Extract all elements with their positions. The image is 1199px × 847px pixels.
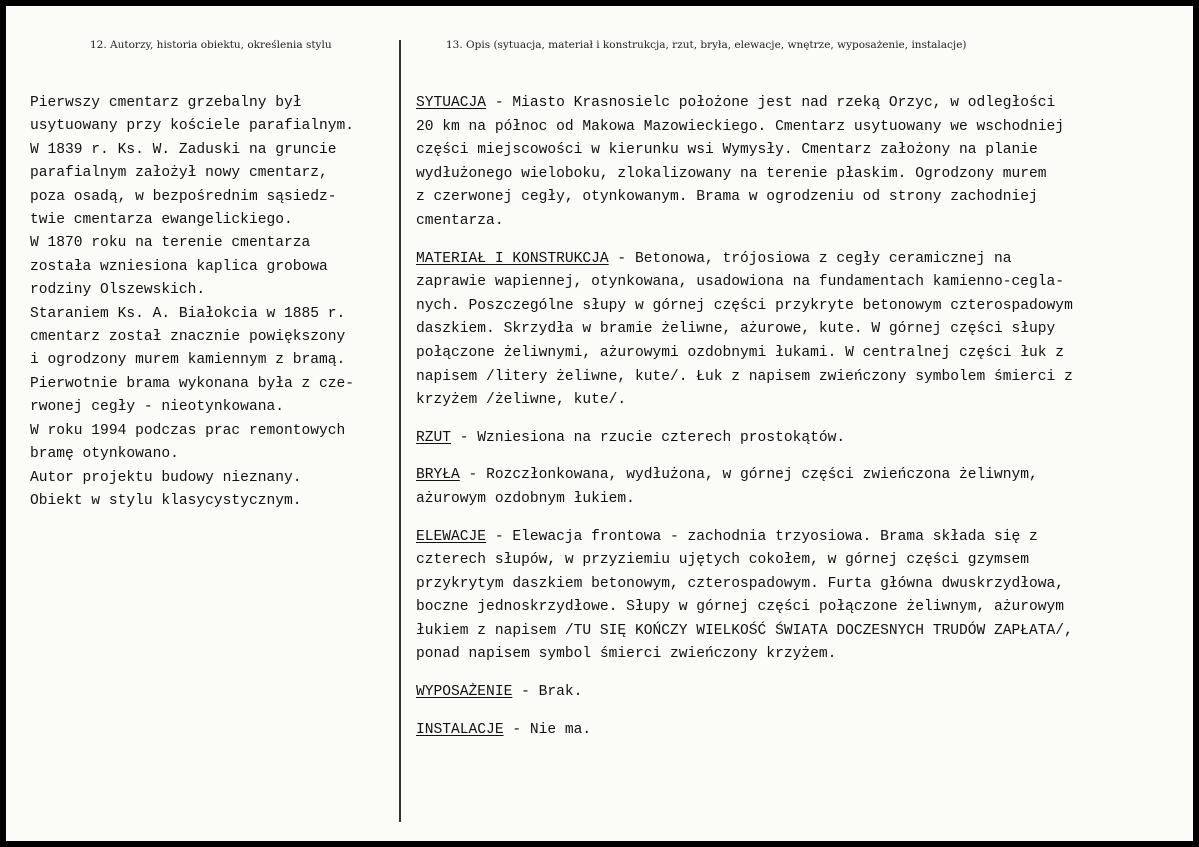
section-line: cmentarza. <box>416 212 504 229</box>
section-text: - Miasto Krasnosielc położone jest nad rzeką Orzyc, w odległości <box>486 95 1056 111</box>
section-line: ponad napisem symbol śmierci zwieńczony krzyżem. <box>416 646 837 663</box>
section-line: daszkiem. Skrzydła w bramie żeliwne, ażurowe, kute. W górnej części słupy <box>416 321 1056 338</box>
description-text-block <box>416 92 1073 742</box>
section-line: przykrytym daszkiem betonowym, czterospadowym. Furta główna dwuskrzydłowa, <box>416 575 1065 592</box>
section-text: - Elewacja frontowa - zachodnia trzyosiowa. Brama składa się z <box>486 528 1038 545</box>
document-page <box>6 6 1193 841</box>
section-text: - Rozczłonkowana, wydłużona, w górnej części zwieńczona żeliwnym, <box>459 467 1038 484</box>
section-text: - Nie ma. <box>503 721 592 738</box>
history-line: Autor projektu budowy nieznany. <box>30 469 302 486</box>
field-12-header: 12. Autorzy, historia obiektu, określenia stylu <box>90 39 332 51</box>
history-line: W 1870 roku na terenie cmentarza <box>30 235 311 252</box>
history-line: usytuowany przy kościele parafialnym. <box>30 118 355 135</box>
history-line: cmentarz został znacznie powiększony <box>30 329 346 346</box>
section-line: części miejscowości w kierunku wsi Wymysły. Cmentarz założony na planie <box>416 142 1038 159</box>
section-line: krzyżem /żeliwne, kute/. <box>416 392 627 409</box>
history-line: i ogrodzony murem kamiennym z bramą. <box>30 352 346 369</box>
history-line: bramę otynkowano. <box>30 446 179 463</box>
section-bryla <box>416 464 1073 511</box>
section-line: czterech słupów, w przyziemiu ujętych cokołem, w górnej części gzymsem <box>416 552 1030 569</box>
section-heading: WYPOSAŻENIE <box>416 684 513 701</box>
section-material-konstrukcja <box>416 248 1073 413</box>
section-line: wydłużonego wieloboku, zlokalizowany na terenie płaskim. Ogrodzony murem <box>416 165 1047 182</box>
history-line: Staraniem Ks. A. Białokcia w 1885 r. <box>30 305 346 322</box>
section-elewacje <box>416 526 1073 668</box>
section-text: - Betonowa, trójosiowa z cegły ceramicznej na <box>608 250 1012 267</box>
section-line: napisem /litery żeliwne, kute/. Łuk z napisem zwieńczony symbolem śmierci z <box>416 368 1073 385</box>
section-heading: BRYŁA <box>416 467 460 484</box>
history-line: poza osadą, w bezpośrednim sąsiedz- <box>30 188 337 205</box>
section-rzut <box>416 427 1073 451</box>
history-line: W 1839 r. Ks. W. Zaduski na gruncie <box>30 141 337 158</box>
field-13-header: 13. Opis (sytuacja, materiał i konstrukcja, rzut, bryła, elewacje, wnętrze, wyposażenie, instalacje) <box>446 39 967 51</box>
section-line: 20 km na północ od Makowa Mazowieckiego. Cmentarz usytuowany we wschodniej <box>416 118 1065 135</box>
section-sytuacja <box>416 92 1073 234</box>
section-text: - Wzniesiona na rzucie czterech prostokątów. <box>451 429 846 446</box>
history-line: Pierwotnie brama wykonana była z cze- <box>30 375 355 392</box>
column-divider <box>399 40 401 822</box>
section-line: boczne jednoskrzydłowe. Słupy w górnej części połączone żeliwnym, ażurowym <box>416 599 1065 616</box>
history-line: twie cmentarza ewangelickiego. <box>30 212 293 229</box>
section-heading: ELEWACJE <box>416 528 487 545</box>
section-line: połączone żeliwnymi, ażurowymi ozdobnymi łukami. W centralnej części łuk z <box>416 344 1065 361</box>
section-heading: SYTUACJA <box>416 95 487 111</box>
section-line: nych. Poszczególne słupy w górnej części przykryte betonowym czterospadowym <box>416 297 1073 314</box>
history-line: rwonej cegły - nieotynkowana. <box>30 399 284 416</box>
section-heading: RZUT <box>416 429 452 446</box>
section-text: - Brak. <box>512 684 583 701</box>
section-line: z czerwonej cegły, otynkowanym. Brama w ogrodzeniu od strony zachodniej <box>416 189 1038 206</box>
section-instalacje <box>416 719 1073 743</box>
section-heading: INSTALACJE <box>416 721 504 738</box>
section-wyposazenie <box>416 681 1073 705</box>
section-line: łukiem z napisem /TU SIĘ KOŃCZY WIELKOŚĆ ŚWIATA DOCZESNYCH TRUDÓW ZAPŁATA/, <box>416 622 1073 639</box>
history-line: Pierwszy cmentarz grzebalny był <box>30 95 302 111</box>
history-line: została wzniesiona kaplica grobowa <box>30 258 328 275</box>
history-line: rodziny Olszewskich. <box>30 282 206 299</box>
section-line: ażurowym ozdobnym łukiem. <box>416 490 635 507</box>
section-heading: MATERIAŁ I KONSTRUKCJA <box>416 250 609 267</box>
history-line: Obiekt w stylu klasycystycznym. <box>30 492 302 509</box>
history-text-block <box>30 92 354 513</box>
history-line: parafialnym założył nowy cmentarz, <box>30 165 328 182</box>
history-line: W roku 1994 podczas prac remontowych <box>30 422 346 439</box>
section-line: zaprawie wapiennej, otynkowana, usadowiona na fundamentach kamienno-cegla- <box>416 274 1065 291</box>
